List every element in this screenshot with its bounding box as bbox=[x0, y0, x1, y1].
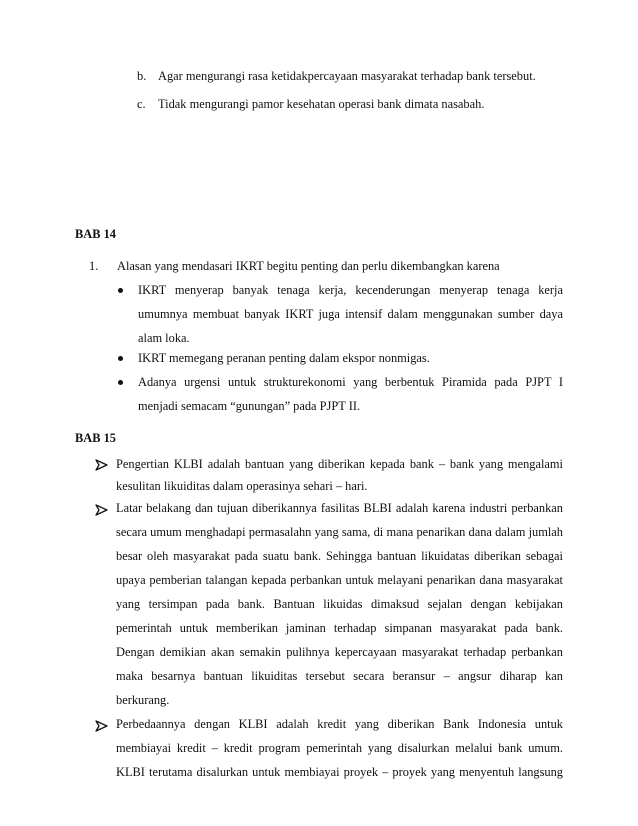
list-marker-c: c. bbox=[137, 97, 146, 111]
bab15-item-2-line-4: upaya pemberian talangan kepada perbankan untuk melayani penarikan dana masyarakat bbox=[116, 573, 563, 587]
bab15-item-2-line-5: yang tersimpan pada bank. Bantuan likuidas dimaksud sejalan dengan kebijakan bbox=[116, 597, 563, 611]
bab14-bullet-1-line-1: IKRT menyerap banyak tenaga kerja, kecenderungan menyerap tenaga kerja bbox=[138, 283, 563, 297]
arrow-bullet-icon bbox=[95, 720, 108, 732]
bab15-item-2-line-6: pemerintah untuk memberikan jaminan terhadap simpanan masyarakat pada bank. bbox=[116, 621, 563, 635]
list-marker-b: b. bbox=[137, 69, 147, 83]
bab15-item-2-line-1: Latar belakang dan tujuan diberikannya fasilitas BLBI adalah karena industri perbankan bbox=[116, 501, 563, 515]
bab14-bullet-2-line-1: IKRT memegang peranan penting dalam ekspor nonmigas. bbox=[138, 351, 430, 365]
bab15-item-1-line-1: Pengertian KLBI adalah bantuan yang diberikan kepada bank – bank yang mengalami bbox=[116, 457, 563, 471]
bab15-heading: BAB 15 bbox=[75, 431, 116, 445]
bab15-item-2-line-2: secara umum menghadapi permasalahn yang sama, di mana penarikan dana dalam jumlah bbox=[116, 525, 563, 539]
bab14-item-number: 1. bbox=[89, 259, 99, 273]
bab14-bullet-1-line-3: alam loka. bbox=[138, 331, 190, 345]
bullet-dot-icon bbox=[118, 380, 123, 385]
bab15-item-2-line-7: Dengan demikian akan semakin pulihnya kepercayaan masyarakat terhadap perbankan bbox=[116, 645, 563, 659]
list-item-b: Agar mengurangi rasa ketidakpercayaan masyarakat terhadap bank tersebut. bbox=[158, 69, 536, 83]
bab15-item-2-line-3: besar oleh masyarakat pada suatu bank. Sehingga bantuan likuidatas diberikan sebagai bbox=[116, 549, 563, 563]
bab14-bullet-3-line-1: Adanya urgensi untuk strukturekonomi yang berbentuk Piramida pada PJPT I bbox=[138, 375, 563, 389]
bab14-bullet-1-line-2: umumnya membuat banyak IKRT juga intensif dalam menggunakan sumber daya bbox=[138, 307, 563, 321]
list-item-c: Tidak mengurangi pamor kesehatan operasi bank dimata nasabah. bbox=[158, 97, 485, 111]
arrow-bullet-icon bbox=[95, 504, 108, 516]
bab14-heading: BAB 14 bbox=[75, 227, 116, 241]
bab15-item-1-line-2: kesulitan likuiditas dalam operasinya sehari – hari. bbox=[116, 479, 368, 493]
bab14-bullet-3-line-2: menjadi semacam “gunungan” pada PJPT II. bbox=[138, 399, 361, 413]
bullet-dot-icon bbox=[118, 288, 123, 293]
bab15-item-3-line-3: KLBI terutama disalurkan untuk membiayai proyek – proyek yang menyentuh langsung bbox=[116, 765, 563, 779]
bab15-item-3-line-1: Perbedaannya dengan KLBI adalah kredit yang diberikan Bank Indonesia untuk bbox=[116, 717, 563, 731]
bullet-dot-icon bbox=[118, 356, 123, 361]
bab15-item-2-line-8: maka besarnya bantuan likuiditas tersebut secara beransur – angsur diharap kan bbox=[116, 669, 563, 683]
arrow-bullet-icon bbox=[95, 459, 108, 471]
bab15-item-2-line-9: berkurang. bbox=[116, 693, 170, 707]
bab14-item-text: Alasan yang mendasari IKRT begitu penting dan perlu dikembangkan karena bbox=[117, 259, 500, 273]
bab15-item-3-line-2: membiayai kredit – kredit program pemerintah yang disalurkan melalui bank umum. bbox=[116, 741, 563, 755]
